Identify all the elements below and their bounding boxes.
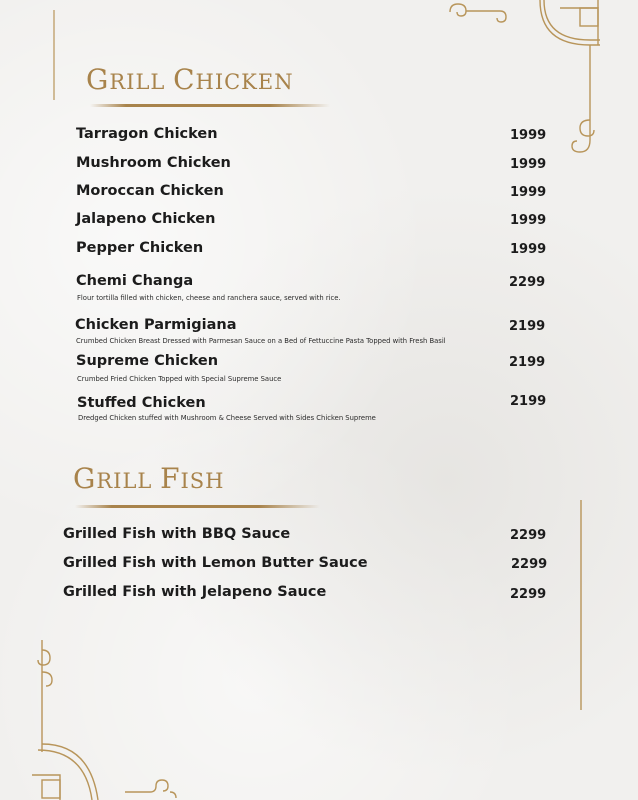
menu-item-name: Grilled Fish with BBQ Sauce	[63, 526, 291, 542]
section-title-grill-chicken: GRILL CHICKEN	[86, 63, 294, 96]
menu-item-name: Jalapeno Chicken	[76, 211, 216, 227]
left-vertical-line	[52, 10, 56, 100]
menu-item-price: 2199	[509, 319, 546, 334]
menu-item-price: 1999	[510, 242, 547, 257]
menu-item-name: Pepper Chicken	[76, 240, 204, 256]
section-title-grill-fish: GRILL FISH	[73, 462, 225, 495]
menu-item-description: Crumbed Chicken Breast Dressed with Parmesan Sauce on a Bed of Fettuccine Pasta Topped with Fresh Basil	[76, 337, 446, 345]
menu-item-description: Flour tortilla filled with chicken, cheese and ranchera sauce, served with rice.	[77, 294, 341, 302]
menu-item-name: Stuffed Chicken	[77, 395, 206, 411]
menu-item-price: 2299	[510, 587, 547, 602]
menu-item-price: 1999	[510, 157, 547, 172]
right-vertical-line	[578, 500, 584, 710]
menu-item-name: Supreme Chicken	[76, 353, 219, 369]
menu-item-description: Crumbed Fried Chicken Topped with Special Supreme Sauce	[77, 375, 282, 383]
menu-item-description: Dredged Chicken stuffed with Mushroom & Cheese Served with Sides Chicken Supreme	[78, 414, 376, 422]
menu-item-price: 2299	[511, 557, 548, 572]
section-underline	[75, 505, 320, 508]
menu-item-name: Mushroom Chicken	[76, 155, 231, 171]
menu-item-name: Grilled Fish with Jelapeno Sauce	[63, 584, 327, 600]
menu-item-name: Moroccan Chicken	[76, 183, 224, 199]
menu-item-name: Tarragon Chicken	[76, 126, 218, 142]
menu-item-price: 2299	[509, 275, 546, 290]
menu-item-price: 1999	[510, 213, 547, 228]
menu-item-name: Chemi Changa	[76, 273, 194, 289]
menu-item-price: 2299	[510, 528, 547, 543]
section-underline	[90, 104, 330, 107]
menu-item-name: Grilled Fish with Lemon Butter Sauce	[63, 555, 368, 571]
top-corner-ornament-icon	[440, 0, 638, 170]
menu-item-price: 1999	[510, 185, 547, 200]
menu-item-name: Chicken Parmigiana	[75, 317, 237, 333]
bottom-corner-ornament-icon	[30, 640, 200, 800]
menu-item-price: 1999	[510, 128, 547, 143]
menu-item-price: 2199	[510, 394, 547, 409]
menu-item-price: 2199	[509, 355, 546, 370]
